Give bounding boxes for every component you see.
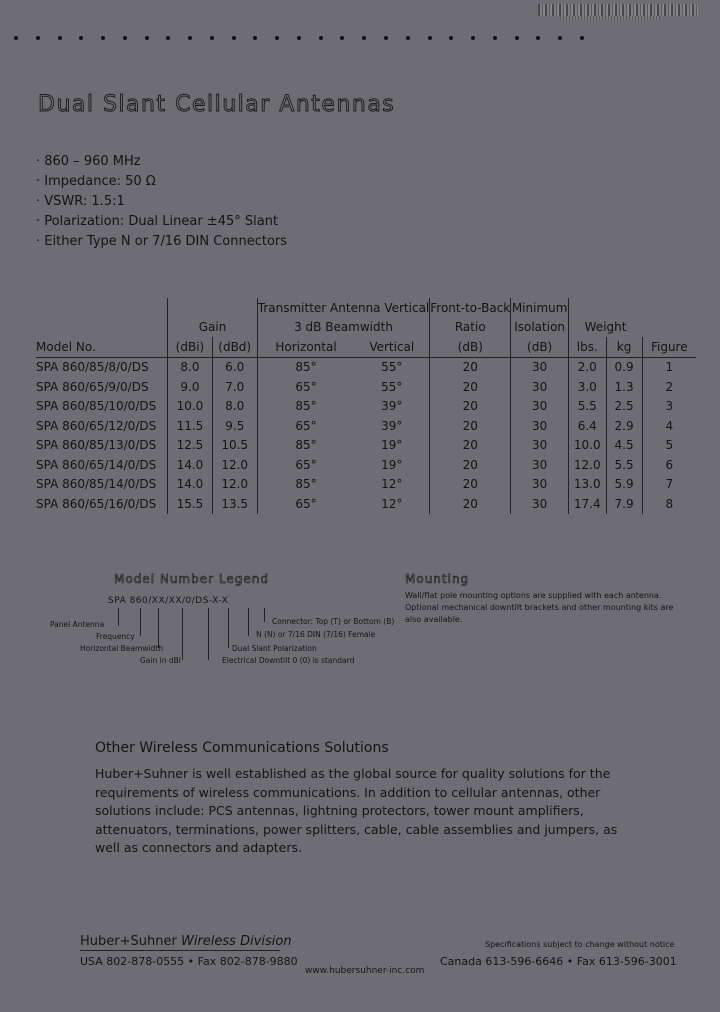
ftb-cell: 20	[430, 357, 511, 377]
model-number-title: Model Number Legend	[114, 572, 269, 586]
horizontal-cell: 65°	[257, 416, 354, 436]
figure-cell: 5	[642, 436, 696, 456]
model-cell: SPA 860/65/16/0/DS	[36, 496, 157, 511]
spec-table	[36, 298, 696, 514]
footer-website: www.hubersuhner-inc.com	[305, 966, 425, 976]
figure-cell: 8	[642, 494, 696, 514]
gain-dbd-cell: 8.0	[212, 397, 257, 417]
table-row	[36, 455, 696, 475]
model-cell: SPA 860/85/13/0/DS	[36, 438, 157, 453]
vertical-cell: 39°	[381, 418, 403, 433]
footer-rule	[80, 950, 280, 951]
isolation-cell: 30	[511, 475, 569, 495]
horizontal-cell: 65°	[257, 377, 354, 397]
horizontal-cell: 85°	[257, 397, 354, 417]
vertical-cell: 55°	[381, 379, 403, 394]
legend-line-hbw	[158, 608, 159, 648]
spec-bullet-list	[36, 152, 287, 252]
mounting-text: Wall/flat pole mounting options are supplied with each antenna. Optional mechanical downtilt brackets and other mounting kits are also available.	[405, 591, 674, 624]
scan-noise	[538, 4, 698, 16]
gain-dbd-cell: 6.0	[212, 357, 257, 377]
isolation-cell: 30	[511, 397, 569, 417]
model-cell: SPA 860/85/14/0/DS	[36, 477, 157, 492]
legend-downtilt: Electrical Downtilt 0 (0) is standard	[222, 656, 355, 665]
model-cell: SPA 860/85/10/0/DS	[36, 399, 157, 414]
figure-cell: 7	[642, 475, 696, 495]
model-cell: SPA 860/65/12/0/DS	[36, 418, 157, 433]
legend-line-ntype	[248, 608, 249, 636]
lbs-cell: 5.5	[568, 397, 606, 417]
isolation-cell: 30	[511, 357, 569, 377]
footer-brand: Huber+Suhner Wireless Division	[80, 934, 292, 949]
legend-line-dual	[228, 608, 229, 648]
lbs-header: lbs.	[568, 337, 606, 357]
horizontal-cell: 85°	[257, 475, 354, 495]
gain-dbi-cell: 12.5	[168, 436, 212, 456]
weight-header: Weight	[568, 318, 642, 338]
lbs-cell: 17.4	[568, 494, 606, 514]
ftb-cell: 20	[430, 475, 511, 495]
figure-cell: 4	[642, 416, 696, 436]
model-cell: SPA 860/65/14/0/DS	[36, 457, 157, 472]
table-row	[36, 494, 696, 514]
lbs-cell: 10.0	[568, 436, 606, 456]
kg-cell: 1.3	[606, 377, 642, 397]
horizontal-cell: 85°	[257, 357, 354, 377]
footer-spec-note: Specifications subject to change without notice	[485, 940, 675, 949]
vertical-cell: 12°	[381, 477, 403, 492]
other-solutions-heading: Other Wireless Communications Solutions	[95, 740, 389, 756]
other-solutions-body: Huber+Suhner is well established as the global source for quality solutions for the requirements of wireless communications. In addition to cellular antennas, other solutions include: PCS antennas, lightning protectors, tower mount amplifiers, attenuators, terminations, power splitters, cable, cable assemblies and jumpers, as well as connectors and adapters.	[95, 766, 618, 855]
page-title: Dual Slant Cellular Antennas	[38, 92, 396, 117]
kg-cell: 5.9	[606, 475, 642, 495]
model-cell: SPA 860/65/9/0/DS	[36, 379, 149, 394]
legend-line-panel	[118, 608, 119, 626]
lbs-cell: 2.0	[568, 357, 606, 377]
legend-frequency: Frequency	[96, 632, 135, 641]
horizontal-cell: 85°	[257, 436, 354, 456]
model-number-code: SPA 860/XX/XX/0/DS-X-X	[108, 596, 229, 606]
figure-header: Figure	[642, 337, 696, 357]
scan-noise-2	[560, 16, 660, 20]
ftb-header-2: Ratio	[430, 318, 511, 338]
mounting-title: Mounting	[405, 572, 470, 586]
lbs-cell: 6.4	[568, 416, 606, 436]
legend-ntype: N (N) or 7/16 DIN (7/16) Female	[256, 630, 376, 639]
bullet-polarization: · Polarization: Dual Linear ±45° Slant	[36, 212, 287, 232]
footer-canada-phone: Canada 613-596-6646 • Fax 613-596-3001	[440, 955, 677, 968]
legend-hbw: Horizontal Beamwidth	[80, 644, 164, 653]
bullet-connectors: · Either Type N or 7/16 DIN Connectors	[36, 232, 287, 252]
gain-dbd-cell: 12.0	[212, 475, 257, 495]
table-row	[36, 397, 696, 417]
table-row	[36, 416, 696, 436]
kg-cell: 5.5	[606, 455, 642, 475]
isolation-cell: 30	[511, 436, 569, 456]
bullet-impedance: · Impedance: 50 Ω	[36, 172, 287, 192]
table-row	[36, 436, 696, 456]
gain-dbd-cell: 7.0	[212, 377, 257, 397]
lbs-cell: 12.0	[568, 455, 606, 475]
isolation-cell: 30	[511, 377, 569, 397]
vertical-header: Vertical	[354, 337, 429, 357]
gain-dbi-cell: 9.0	[168, 377, 212, 397]
ftb-cell: 20	[430, 377, 511, 397]
isolation-cell: 30	[511, 416, 569, 436]
beamwidth-header-1: Transmitter Antenna Vertical	[257, 298, 429, 318]
ftb-cell: 20	[430, 436, 511, 456]
kg-header: kg	[606, 337, 642, 357]
vertical-cell: 19°	[381, 438, 403, 453]
gain-dbd-cell: 10.5	[212, 436, 257, 456]
table-row	[36, 357, 696, 377]
model-header: Model No.	[36, 337, 168, 357]
figure-cell: 2	[642, 377, 696, 397]
gain-dbd-cell: 12.0	[212, 455, 257, 475]
isolation-cell: 30	[511, 494, 569, 514]
figure-cell: 1	[642, 357, 696, 377]
dbi-header: (dBi)	[168, 337, 212, 357]
vertical-cell: 12°	[381, 496, 403, 511]
vertical-cell: 55°	[381, 360, 403, 375]
legend-dual: Dual Slant Polarization	[232, 644, 317, 653]
vertical-cell: 39°	[381, 399, 403, 414]
gain-dbd-cell: 13.5	[212, 494, 257, 514]
kg-cell: 0.9	[606, 357, 642, 377]
gain-dbi-cell: 8.0	[168, 357, 212, 377]
bullet-frequency: · 860 – 960 MHz	[36, 152, 287, 172]
hole-punch-dots	[14, 34, 584, 42]
model-cell: SPA 860/85/8/0/DS	[36, 360, 149, 375]
kg-cell: 4.5	[606, 436, 642, 456]
iso-header-2: Isolation	[511, 318, 569, 338]
table-row	[36, 377, 696, 397]
iso-header-1: Minimum	[511, 298, 569, 318]
iso-unit-header: (dB)	[511, 337, 569, 357]
horizontal-cell: 65°	[257, 494, 354, 514]
figure-cell: 6	[642, 455, 696, 475]
legend-panel: Panel Antenna	[50, 620, 105, 629]
dbd-header: (dBd)	[212, 337, 257, 357]
ftb-cell: 20	[430, 397, 511, 417]
kg-cell: 7.9	[606, 494, 642, 514]
legend-connector: Connector: Top (T) or Bottom (B)	[272, 617, 395, 626]
gain-dbi-cell: 11.5	[168, 416, 212, 436]
legend-line-frequency	[140, 608, 141, 636]
horizontal-cell: 65°	[257, 455, 354, 475]
legend-line-downtilt	[208, 608, 209, 660]
ftb-header-1: Front-to-Back	[430, 298, 511, 318]
beamwidth-header-2: 3 dB Beamwidth	[257, 318, 429, 338]
figure-cell: 3	[642, 397, 696, 417]
isolation-cell: 30	[511, 455, 569, 475]
ftb-cell: 20	[430, 494, 511, 514]
horizontal-header: Horizontal	[257, 337, 354, 357]
ftb-unit-header: (dB)	[430, 337, 511, 357]
gain-dbi-cell: 14.0	[168, 475, 212, 495]
gain-dbd-cell: 9.5	[212, 416, 257, 436]
vertical-cell: 19°	[381, 457, 403, 472]
kg-cell: 2.5	[606, 397, 642, 417]
legend-line-gain	[182, 608, 183, 660]
bullet-vswr: · VSWR: 1.5:1	[36, 192, 287, 212]
legend-line-connector	[264, 608, 265, 622]
ftb-cell: 20	[430, 416, 511, 436]
kg-cell: 2.9	[606, 416, 642, 436]
lbs-cell: 3.0	[568, 377, 606, 397]
gain-dbi-cell: 15.5	[168, 494, 212, 514]
legend-gain: Gain in dBi	[140, 656, 181, 665]
table-row	[36, 475, 696, 495]
lbs-cell: 13.0	[568, 475, 606, 495]
ftb-cell: 20	[430, 455, 511, 475]
footer-usa-phone: USA 802-878-0555 • Fax 802-878-9880	[80, 955, 298, 968]
gain-dbi-cell: 14.0	[168, 455, 212, 475]
gain-dbi-cell: 10.0	[168, 397, 212, 417]
gain-header: Gain	[168, 318, 258, 338]
